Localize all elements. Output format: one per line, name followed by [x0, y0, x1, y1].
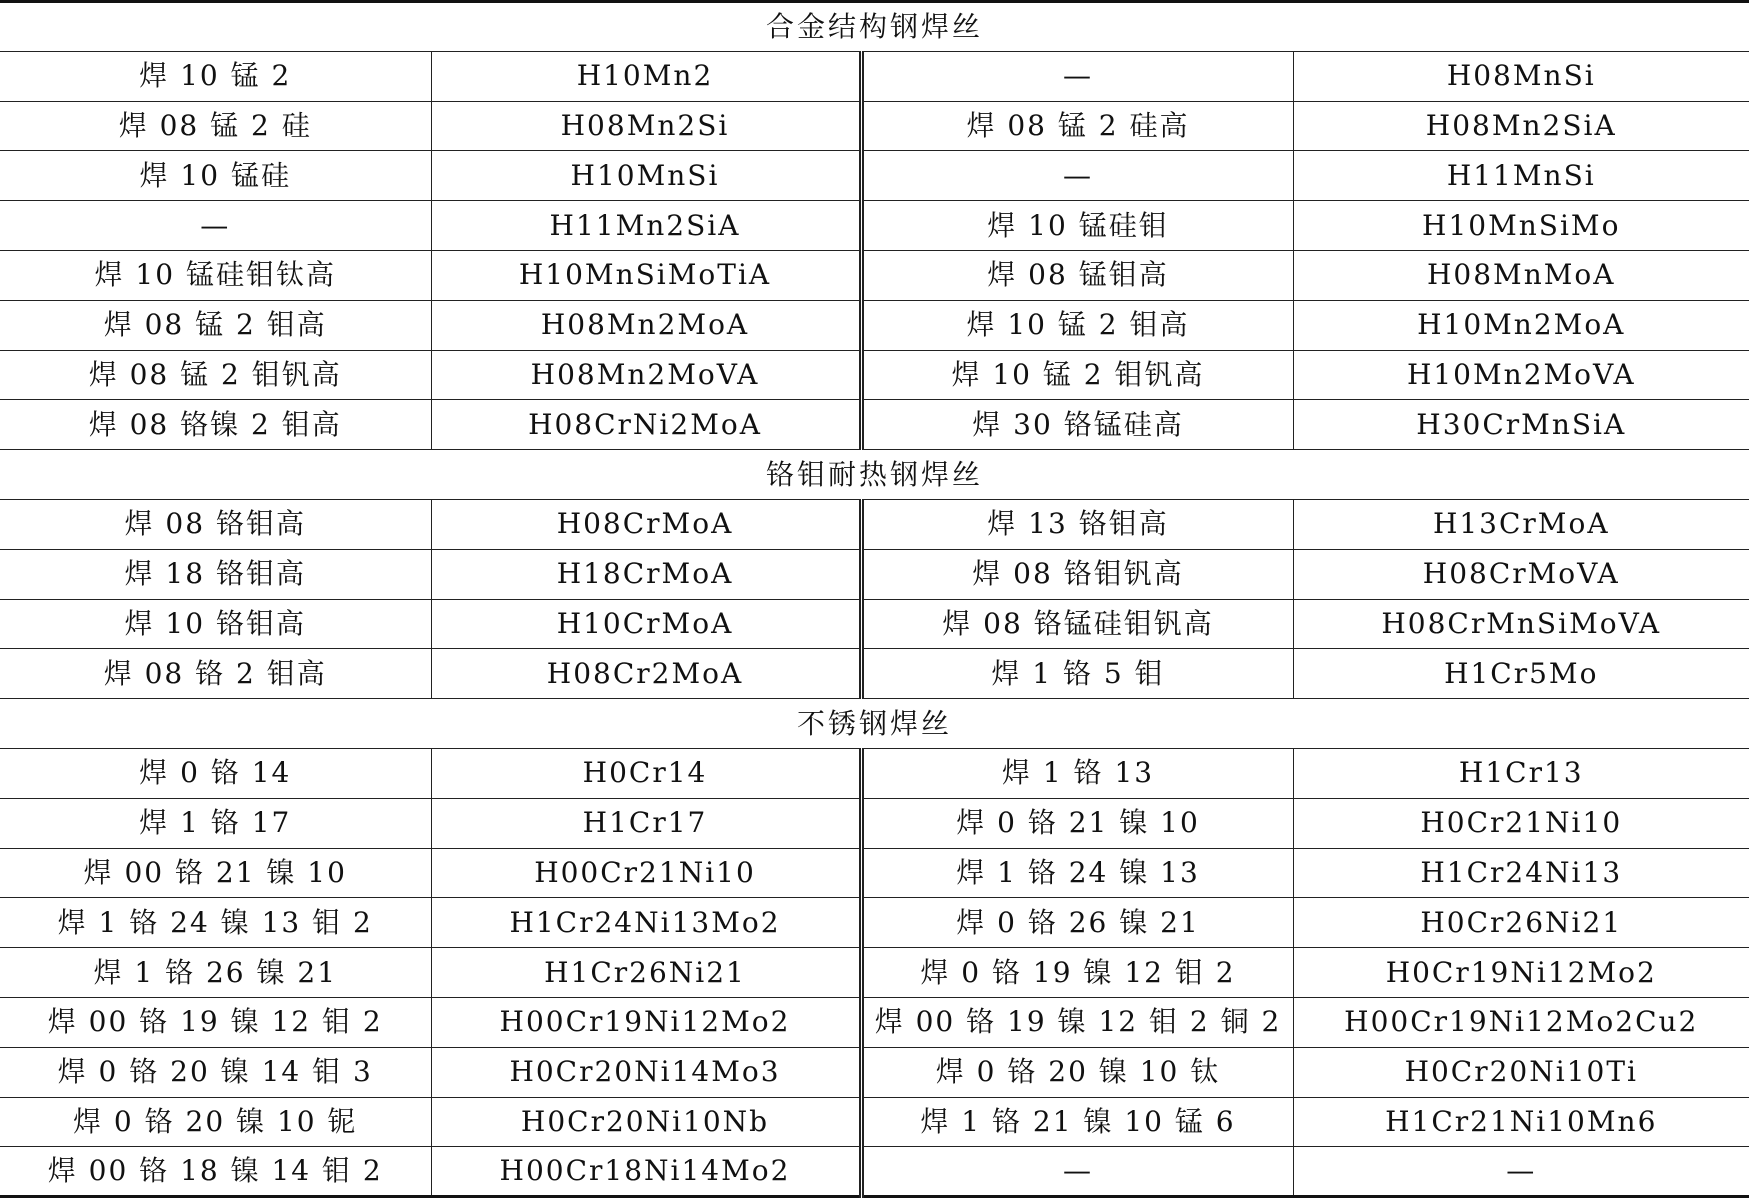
- table-row: [0, 151, 1749, 201]
- table-row: [0, 1097, 1749, 1147]
- section-header-row: [0, 699, 1749, 749]
- chinese-name-cell: 焊 10 锰硅钼: [861, 201, 1293, 251]
- grade-code-cell: H30CrMnSiA: [1293, 400, 1749, 450]
- chinese-name-cell: 焊 08 铬镍 2 钼高: [0, 400, 431, 450]
- chinese-name-cell: 焊 10 锰 2 钼高: [861, 300, 1293, 350]
- section-header-row: [0, 450, 1749, 500]
- chinese-name-cell: 焊 0 铬 20 镍 10 钛: [861, 1047, 1293, 1097]
- chinese-name-cell: 焊 00 铬 19 镍 12 钼 2 铜 2: [861, 997, 1293, 1047]
- grade-code-cell: H00Cr21Ni10: [431, 848, 861, 898]
- grade-code-cell: H00Cr19Ni12Mo2: [431, 997, 861, 1047]
- table-row: [0, 101, 1749, 151]
- table-row: [0, 201, 1749, 251]
- chinese-name-cell: 焊 10 铬钼高: [0, 599, 431, 649]
- chinese-name-cell: 焊 00 铬 18 镍 14 钼 2: [0, 1147, 431, 1197]
- chinese-name-cell: —: [861, 51, 1293, 101]
- chinese-name-cell: 焊 08 锰 2 钼高: [0, 300, 431, 350]
- chinese-name-cell: 焊 08 锰 2 钼钒高: [0, 350, 431, 400]
- chinese-name-cell: 焊 0 铬 21 镍 10: [861, 798, 1293, 848]
- chinese-name-cell: 焊 00 铬 19 镍 12 钼 2: [0, 997, 431, 1047]
- grade-code-cell: —: [1293, 1147, 1749, 1197]
- chinese-name-cell: 焊 18 铬钼高: [0, 549, 431, 599]
- grade-code-cell: H08Mn2MoA: [431, 300, 861, 350]
- chinese-name-cell: —: [0, 201, 431, 251]
- chinese-name-cell: 焊 08 铬钼高: [0, 499, 431, 549]
- table-row: [0, 350, 1749, 400]
- grade-code-cell: H18CrMoA: [431, 549, 861, 599]
- grade-code-cell: H0Cr14: [431, 748, 861, 798]
- chinese-name-cell: 焊 10 锰硅钼钛高: [0, 250, 431, 300]
- chinese-name-cell: 焊 00 铬 21 镍 10: [0, 848, 431, 898]
- table-row: [0, 997, 1749, 1047]
- grade-code-cell: H1Cr21Ni10Mn6: [1293, 1097, 1749, 1147]
- grade-code-cell: H1Cr13: [1293, 748, 1749, 798]
- chinese-name-cell: 焊 1 铬 5 钼: [861, 649, 1293, 699]
- table-row: [0, 848, 1749, 898]
- grade-code-cell: H0Cr20Ni10Nb: [431, 1097, 861, 1147]
- grade-code-cell: H0Cr26Ni21: [1293, 898, 1749, 948]
- grade-code-cell: H10Mn2: [431, 51, 861, 101]
- table-row: [0, 1147, 1749, 1197]
- grade-code-cell: H08Mn2MoVA: [431, 350, 861, 400]
- table-row: [0, 1047, 1749, 1097]
- chinese-name-cell: 焊 10 锰硅: [0, 151, 431, 201]
- table-row: [0, 599, 1749, 649]
- grade-code-cell: H1Cr26Ni21: [431, 948, 861, 998]
- chinese-name-cell: 焊 08 锰钼高: [861, 250, 1293, 300]
- chinese-name-cell: —: [861, 151, 1293, 201]
- grade-code-cell: H08MnSi: [1293, 51, 1749, 101]
- chinese-name-cell: 焊 08 铬钼钒高: [861, 549, 1293, 599]
- chinese-name-cell: 焊 1 铬 24 镍 13: [861, 848, 1293, 898]
- grade-code-cell: H11Mn2SiA: [431, 201, 861, 251]
- table-body: [0, 2, 1749, 1197]
- table-row: [0, 51, 1749, 101]
- chinese-name-cell: 焊 0 铬 19 镍 12 钼 2: [861, 948, 1293, 998]
- grade-code-cell: H10CrMoA: [431, 599, 861, 649]
- grade-code-cell: H0Cr20Ni10Ti: [1293, 1047, 1749, 1097]
- chinese-name-cell: 焊 08 铬 2 钼高: [0, 649, 431, 699]
- grade-code-cell: H1Cr24Ni13Mo2: [431, 898, 861, 948]
- chinese-name-cell: 焊 0 铬 20 镍 10 铌: [0, 1097, 431, 1147]
- chinese-name-cell: 焊 13 铬钼高: [861, 499, 1293, 549]
- chinese-name-cell: 焊 30 铬锰硅高: [861, 400, 1293, 450]
- grade-code-cell: H10Mn2MoVA: [1293, 350, 1749, 400]
- grade-code-cell: H13CrMoA: [1293, 499, 1749, 549]
- table-row: [0, 549, 1749, 599]
- grade-code-cell: H08MnMoA: [1293, 250, 1749, 300]
- grade-code-cell: H00Cr18Ni14Mo2: [431, 1147, 861, 1197]
- chinese-name-cell: —: [861, 1147, 1293, 1197]
- table-row: [0, 499, 1749, 549]
- chinese-name-cell: 焊 08 锰 2 硅高: [861, 101, 1293, 151]
- grade-code-cell: H00Cr19Ni12Mo2Cu2: [1293, 997, 1749, 1047]
- table-row: [0, 250, 1749, 300]
- chinese-name-cell: 焊 0 铬 26 镍 21: [861, 898, 1293, 948]
- table-row: [0, 898, 1749, 948]
- section-header-row: [0, 2, 1749, 52]
- grade-code-cell: H08Mn2SiA: [1293, 101, 1749, 151]
- grade-code-cell: H0Cr19Ni12Mo2: [1293, 948, 1749, 998]
- grade-code-cell: H08Mn2Si: [431, 101, 861, 151]
- grade-code-cell: H1Cr24Ni13: [1293, 848, 1749, 898]
- table-row: [0, 300, 1749, 350]
- chinese-name-cell: 焊 1 铬 21 镍 10 锰 6: [861, 1097, 1293, 1147]
- grade-code-cell: H08CrMoVA: [1293, 549, 1749, 599]
- table-row: [0, 748, 1749, 798]
- table-row: [0, 649, 1749, 699]
- table-row: [0, 948, 1749, 998]
- table-row: [0, 798, 1749, 848]
- chinese-name-cell: 焊 1 铬 13: [861, 748, 1293, 798]
- chinese-name-cell: 焊 1 铬 17: [0, 798, 431, 848]
- table-row: [0, 400, 1749, 450]
- grade-code-cell: H10MnSiMoTiA: [431, 250, 861, 300]
- chinese-name-cell: 焊 1 铬 24 镍 13 钼 2: [0, 898, 431, 948]
- grade-code-cell: H08CrMnSiMoVA: [1293, 599, 1749, 649]
- grade-code-cell: H10MnSiMo: [1293, 201, 1749, 251]
- chinese-name-cell: 焊 1 铬 26 镍 21: [0, 948, 431, 998]
- grade-code-cell: H10MnSi: [431, 151, 861, 201]
- chinese-name-cell: 焊 0 铬 14: [0, 748, 431, 798]
- grade-code-cell: H08CrNi2MoA: [431, 400, 861, 450]
- grade-code-cell: H08CrMoA: [431, 499, 861, 549]
- grade-code-cell: H10Mn2MoA: [1293, 300, 1749, 350]
- chinese-name-cell: 焊 10 锰 2 钼钒高: [861, 350, 1293, 400]
- grade-code-cell: H1Cr5Mo: [1293, 649, 1749, 699]
- grade-code-cell: H11MnSi: [1293, 151, 1749, 201]
- chinese-name-cell: 焊 10 锰 2: [0, 51, 431, 101]
- grade-code-cell: H08Cr2MoA: [431, 649, 861, 699]
- grade-code-cell: H0Cr20Ni14Mo3: [431, 1047, 861, 1097]
- grade-code-cell: H1Cr17: [431, 798, 861, 848]
- chinese-name-cell: 焊 08 锰 2 硅: [0, 101, 431, 151]
- chinese-name-cell: 焊 0 铬 20 镍 14 钼 3: [0, 1047, 431, 1097]
- section-title: 铬钼耐热钢焊丝: [0, 450, 1749, 500]
- chinese-name-cell: 焊 08 铬锰硅钼钒高: [861, 599, 1293, 649]
- grade-code-cell: H0Cr21Ni10: [1293, 798, 1749, 848]
- section-title: 合金结构钢焊丝: [0, 2, 1749, 52]
- section-title: 不锈钢焊丝: [0, 699, 1749, 749]
